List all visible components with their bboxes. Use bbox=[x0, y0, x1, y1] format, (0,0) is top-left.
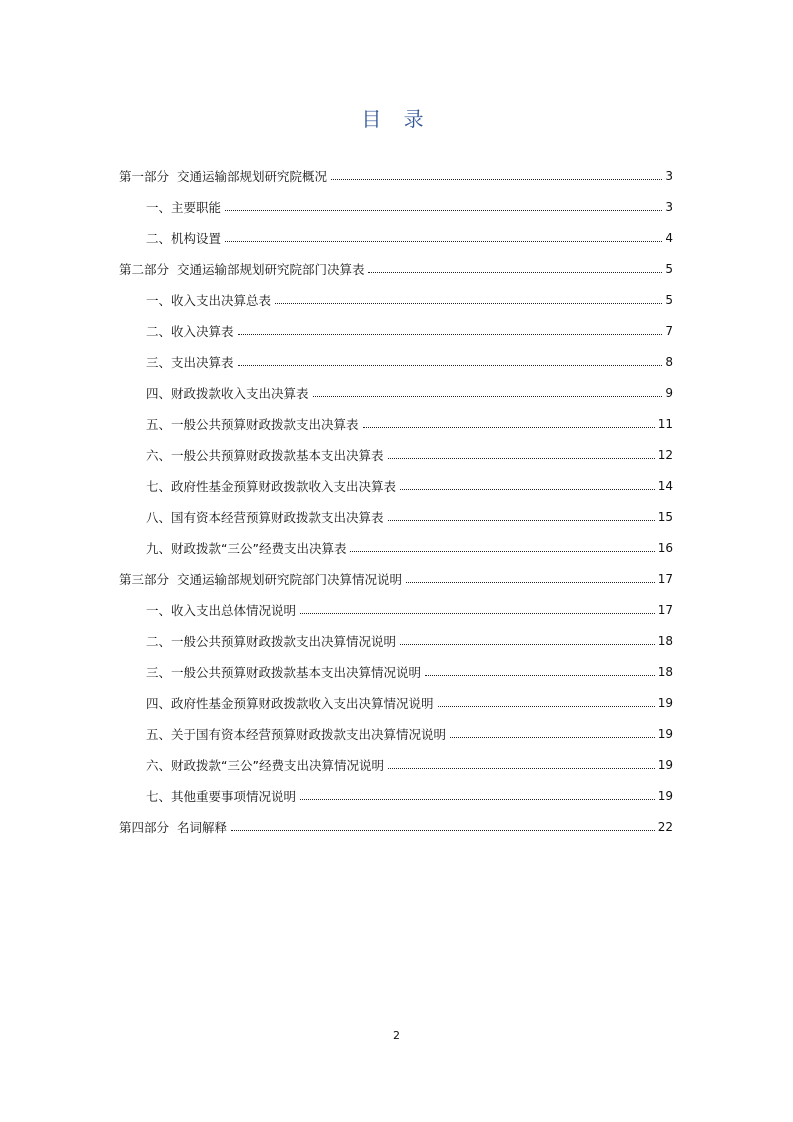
table-of-contents bbox=[119, 161, 673, 843]
dot-leader bbox=[225, 210, 662, 211]
toc-entry-page: 5 bbox=[665, 293, 673, 307]
page-number: 2 bbox=[393, 1029, 400, 1042]
dot-leader bbox=[331, 179, 662, 180]
toc-entry-label: 第三部分 交通运输部规划研究院部门决算情况说明 bbox=[119, 572, 402, 587]
dot-leader bbox=[300, 613, 655, 614]
toc-entry-label: 第二部分 交通运输部规划研究院部门决算表 bbox=[119, 262, 365, 277]
dot-leader bbox=[425, 675, 655, 676]
toc-entry-page: 18 bbox=[657, 634, 673, 648]
toc-subsection-entry[interactable] bbox=[119, 688, 673, 719]
toc-entry-label: 第四部分 名词解释 bbox=[119, 820, 227, 835]
dot-leader bbox=[225, 241, 662, 242]
dot-leader bbox=[438, 706, 655, 707]
toc-entry-label: 二、收入决算表 bbox=[146, 324, 234, 339]
toc-entry-label: 二、机构设置 bbox=[146, 231, 222, 246]
toc-subsection-entry[interactable] bbox=[119, 378, 673, 409]
toc-subsection-entry[interactable] bbox=[119, 440, 673, 471]
toc-entry-page: 4 bbox=[665, 231, 673, 245]
toc-entry-page: 22 bbox=[657, 820, 673, 834]
toc-subsection-entry[interactable] bbox=[119, 781, 673, 812]
toc-subsection-entry[interactable] bbox=[119, 347, 673, 378]
toc-entry-label: 五、关于国有资本经营预算财政拨款支出决算情况说明 bbox=[146, 727, 447, 742]
toc-entry-page: 11 bbox=[657, 417, 673, 431]
dot-leader bbox=[238, 334, 663, 335]
toc-entry-page: 9 bbox=[665, 386, 673, 400]
toc-entry-label: 第一部分 交通运输部规划研究院概况 bbox=[119, 169, 327, 184]
toc-subsection-entry[interactable] bbox=[119, 657, 673, 688]
toc-section-entry[interactable] bbox=[119, 812, 673, 843]
toc-entry-page: 18 bbox=[657, 665, 673, 679]
toc-subsection-entry[interactable] bbox=[119, 719, 673, 750]
dot-leader bbox=[388, 458, 655, 459]
toc-entry-label: 三、一般公共预算财政拨款基本支出决算情况说明 bbox=[146, 665, 422, 680]
dot-leader bbox=[238, 365, 663, 366]
toc-entry-page: 8 bbox=[665, 355, 673, 369]
dot-leader bbox=[388, 520, 655, 521]
dot-leader bbox=[400, 489, 655, 490]
toc-entry-page: 17 bbox=[657, 572, 673, 586]
toc-subsection-entry[interactable] bbox=[119, 750, 673, 781]
toc-entry-page: 5 bbox=[665, 262, 673, 276]
toc-entry-label: 二、一般公共预算财政拨款支出决算情况说明 bbox=[146, 634, 397, 649]
dot-leader bbox=[300, 799, 655, 800]
toc-entry-label: 五、一般公共预算财政拨款支出决算表 bbox=[146, 417, 359, 432]
toc-section-entry[interactable] bbox=[119, 161, 673, 192]
toc-entry-label: 一、收入支出决算总表 bbox=[146, 293, 272, 308]
toc-section-entry[interactable] bbox=[119, 254, 673, 285]
toc-section-entry[interactable] bbox=[119, 564, 673, 595]
toc-entry-page: 19 bbox=[657, 727, 673, 741]
toc-entry-label: 八、国有资本经营预算财政拨款支出决算表 bbox=[146, 510, 384, 525]
toc-entry-label: 一、收入支出总体情况说明 bbox=[146, 603, 297, 618]
dot-leader bbox=[350, 551, 654, 552]
dot-leader bbox=[368, 272, 662, 273]
toc-subsection-entry[interactable] bbox=[119, 192, 673, 223]
toc-entry-page: 19 bbox=[657, 696, 673, 710]
toc-entry-label: 九、财政拨款“三公”经费支出决算表 bbox=[146, 541, 347, 556]
toc-subsection-entry[interactable] bbox=[119, 533, 673, 564]
toc-subsection-entry[interactable] bbox=[119, 502, 673, 533]
page-title: 目 录 bbox=[361, 107, 432, 131]
dot-leader bbox=[406, 582, 655, 583]
toc-subsection-entry[interactable] bbox=[119, 223, 673, 254]
toc-subsection-entry[interactable] bbox=[119, 626, 673, 657]
toc-subsection-entry[interactable] bbox=[119, 409, 673, 440]
toc-entry-label: 六、财政拨款“三公”经费支出决算情况说明 bbox=[146, 758, 384, 773]
toc-entry-page: 16 bbox=[657, 541, 673, 555]
toc-entry-page: 3 bbox=[665, 169, 673, 183]
toc-entry-label: 六、一般公共预算财政拨款基本支出决算表 bbox=[146, 448, 384, 463]
dot-leader bbox=[400, 644, 655, 645]
dot-leader bbox=[450, 737, 655, 738]
toc-subsection-entry[interactable] bbox=[119, 471, 673, 502]
toc-entry-page: 17 bbox=[657, 603, 673, 617]
toc-entry-page: 7 bbox=[665, 324, 673, 338]
toc-entry-page: 19 bbox=[657, 758, 673, 772]
toc-entry-label: 四、政府性基金预算财政拨款收入支出决算情况说明 bbox=[146, 696, 434, 711]
toc-entry-label: 四、财政拨款收入支出决算表 bbox=[146, 386, 309, 401]
dot-leader bbox=[275, 303, 662, 304]
dot-leader bbox=[313, 396, 663, 397]
toc-entry-page: 19 bbox=[657, 789, 673, 803]
toc-subsection-entry[interactable] bbox=[119, 595, 673, 626]
dot-leader bbox=[388, 768, 655, 769]
toc-entry-page: 12 bbox=[657, 448, 673, 462]
toc-subsection-entry[interactable] bbox=[119, 285, 673, 316]
toc-entry-label: 三、支出决算表 bbox=[146, 355, 234, 370]
dot-leader bbox=[231, 830, 655, 831]
toc-entry-page: 14 bbox=[657, 479, 673, 493]
dot-leader bbox=[363, 427, 655, 428]
toc-entry-label: 七、其他重要事项情况说明 bbox=[146, 789, 297, 804]
toc-subsection-entry[interactable] bbox=[119, 316, 673, 347]
toc-entry-page: 3 bbox=[665, 200, 673, 214]
toc-entry-label: 一、主要职能 bbox=[146, 200, 222, 215]
toc-entry-label: 七、政府性基金预算财政拨款收入支出决算表 bbox=[146, 479, 397, 494]
toc-entry-page: 15 bbox=[657, 510, 673, 524]
